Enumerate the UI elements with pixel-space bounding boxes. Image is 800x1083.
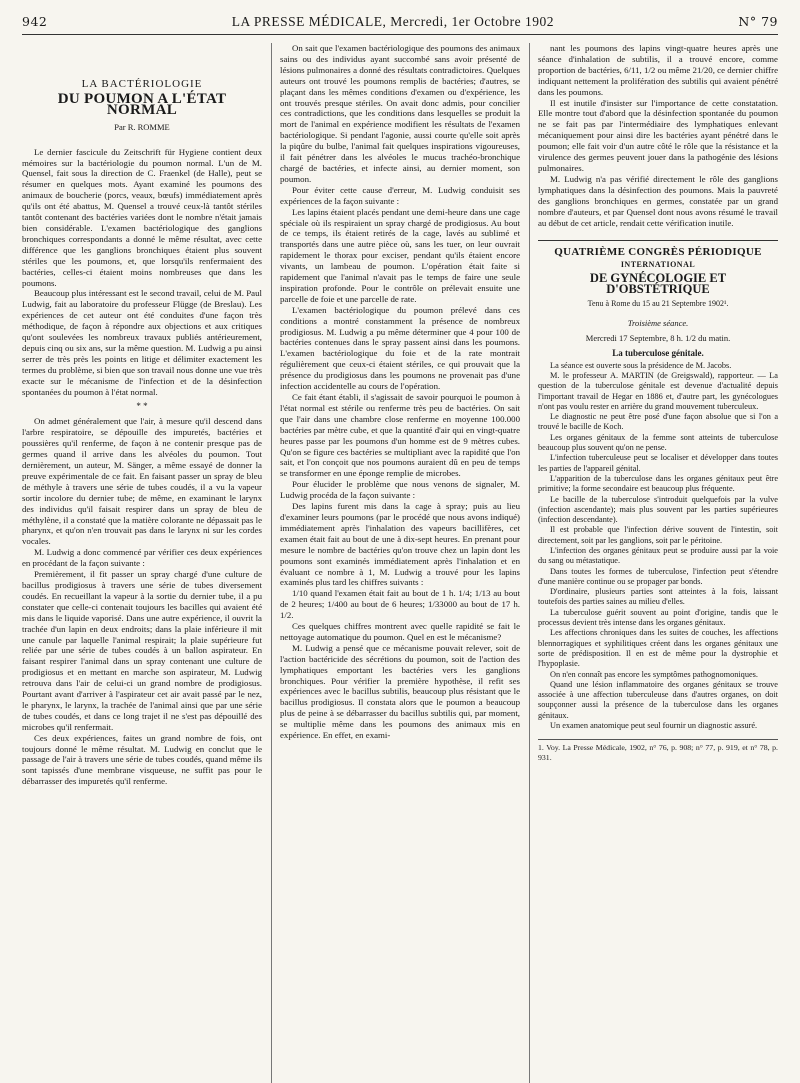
paragraph: On sait que l'examen bactériologique des poumons des animaux sains ou des individus ayant succombé sans avoir présenté de lésions pulmonaires a donné des résultats contradictoires. Quelques auteurs ont trouvé les poumons remplis de bactéries; d'autres, se plaçant dans les mêmes conditions d'examen ou d'expérience, les ont trouvés presque stériles. On avait donc admis, pour concilier ces contradictions, que les conditions dans lesquelles se produit la mort de l'animal en expérience modifient les résultats de l'examen bactériologique. Si pendant l'agonie, aussi courte qu'elle soit après la piqûre du bulbe, l'animal fait quelques inspirations vigoureuses, il fait pénétrer dans les alvéoles le mucus trachéo-bronchique chargé de bactéries, et infecte ainsi, au dernier moment, son poumon. [280, 43, 520, 184]
paragraph: Premièrement, il fit passer un spray chargé d'une culture de bacillus prodigiosus à travers une série de tubes diversement coudés. En recueillant la vapeur à la sortie du dernier tube, il a pu constater que celle-ci contenait toujours les bacilles qui avaient été mis dans le liquide vaporisé. Dans une autre expérience, il ouvrit la trachée d'un lapin en deux endroits; dans la plaie inférieure il mit une canule par laquelle l'animal respirait; la plaie supérieure fut reliée par une série de tubes coudés à un ballon aspirateur. En faisant respirer l'animal dans un spray contenant une culture de prodigiosus et en mettant en marche son aspirateur, M. Ludwig retrouva dans l'air de celui-ci un grand nombre de prodigiosus. Pourtant avant d'arriver à l'aspirateur cet air avait passé par le nez, le pharynx, le larynx, la trachée de l'animal ainsi que par une série de tubes coudés, et dans ce long trajet il ne s'est pas dépouillé des microbes qu'il renfermait. [22, 569, 262, 732]
paragraph: La tuberculose guérit souvent au point d'origine, tandis que le processus devient très intense dans les organes génitaux. [538, 607, 778, 628]
paragraph: On n'en connaît pas encore les symptômes pathognomoniques. [550, 669, 758, 679]
column-1 [22, 43, 262, 1083]
paragraph: Les lapins étaient placés pendant une demi-heure dans une cage spéciale où ils respiraient un spray chargé de prodigiosus. Au bout de ce temps, ils étaient retirés de la cage, lavés au sublimé et transportés dans une autre pièce où, sans les tuer, on leur ouvrait rapidement le thorax pour exciser, pendant qu'ils étaient encore vivants, un lambeau de poumon. L'opération était faite si rapidement que l'animal n'avait pas le temps de faire une seule inspiration profonde. Pour le contrôle on prélevait ensuite une parcelle de foie et une parcelle de rate. [280, 206, 520, 304]
paragraph: M. Ludwig n'a pas vérifié directement le rôle des ganglions lymphatiques dans la désinfection des poumons. Mais la pauvreté des ganglions bronchiques en germes, constatée par un grand nombre d'auteurs, et par Quensel dont nous avons résumé le travail au début de cet article, rendait cette vérification inutile. [538, 173, 778, 228]
session-date: Mercredi 17 Septembre, 8 h. 1/2 du matin. [585, 332, 731, 343]
columns [22, 43, 778, 1083]
footnote [538, 739, 778, 762]
paragraph: M. Ludwig a donc commencé par vérifier ces deux expériences en procédant de la façon suivante : [22, 547, 262, 569]
paragraph: Quand une lésion inflammatoire des organes génitaux se trouve associée à une affection tuberculeuse dans d'autres organes, on doit soupçonner aussi la présence de la tuberculose dans les organes génitaux. [538, 679, 778, 720]
byline: Par R. ROMME [114, 121, 170, 132]
paragraph: Le bacille de la tuberculose s'introduit quelquefois par la vulve (infection ascendante); mais plus souvent par les parties supérieures (infection descendante). [538, 494, 778, 525]
journal-title: LA PRESSE MÉDICALE, Mercredi, 1er Octobre 1902 [231, 14, 554, 29]
paragraph: Il est probable que l'infection dérive souvent de l'intestin, soit directement, soit par les ganglions, soit par le péritoine. [538, 525, 778, 545]
paragraph: L'examen bactériologique du poumon prélevé dans ces conditions a montré constamment la présence de nombreux prodigiosus. M. Ludwig a pu même déterminer que 4 pour 100 de bactéries contenues dans le spray passent ainsi dans les poumons. L'examen bactériologique du foie et de la rate montrait régulièrement que ceux-ci étaient stériles, ce qui prouvait que la présence du prodigiosus dans les poumons ne provenait pas d'une infection accidentelle au cours de l'opération. [280, 304, 520, 392]
paragraph: L'apparition de la tuberculose dans les organes génitaux peut être primitive; la forme secondaire est beaucoup plus fréquente. [538, 473, 778, 494]
paragraph: L'infection des organes génitaux peut se produire aussi par la voie du sang ou métastatique. [538, 546, 778, 566]
paragraph: L'infection tuberculeuse peut se localiser et développer dans toutes les parties de l'appareil génital. [538, 453, 778, 473]
paragraph: D'ordinaire, plusieurs parties sont atteintes à la fois, laissant toutefois des parties saines au milieu d'elles. [538, 587, 778, 607]
paragraph: Il est inutile d'insister sur l'importance de cette constatation. Elle montre tout d'abord que la désinfection spontanée du poumon ne se fait pas par l'intermédiaire des lymphatiques enlevant mécaniquement pour ainsi dire les bactéries ayant pénétré dans le poumon; elle fait voir d'un autre côté le rôle que la résistance et la virulence des germes peuvent jouer dans la pathogénie des lésions pulmonaires. [538, 97, 778, 173]
paragraph: Ces quelques chiffres montrent avec quelle rapidité se fait le nettoyage automatique du poumon. Quel en est le mécanisme? [280, 621, 520, 642]
paragraph: Pour éviter cette cause d'erreur, M. Ludwig conduisit ses expériences de la façon suivante : [280, 184, 520, 206]
section-rule [538, 240, 778, 241]
congress-body [538, 361, 778, 732]
paragraph: M. Ludwig a pensé que ce mécanisme pouvait relever, soit de l'action bactéricide des sécrétions du poumon, soit de l'action des lymphatiques emportant les bactéries vers les ganglions bronchiques. Pour vérifier la première hypothèse, il refit ses expériences avec le bacillus subtilis, beaucoup plus résistant que le bacillus prodigiosus. Il constata alors que le poumon a beaucoup plus de peine à se débarrasser du bacillus subtilis qui, par moment, se multiplie même dans les poumons des animaux mis en expérience. En effet, en exami- [280, 642, 520, 741]
paragraph: Dans toutes les formes de tuberculose, l'infection peut s'étendre d'une manière continue ou se propager par bonds. [538, 566, 778, 586]
session-title: Troisième séance. [627, 317, 689, 328]
column-2 [280, 43, 520, 1083]
paragraph: 1/10 quand l'examen était fait au bout de 1 h. 1/4; 1/13 au bout de 2 heures; 1/400 au bout de 6 heures; 1/33000 au bout de 17 h. 1/2. [280, 588, 520, 621]
paragraph: On admet généralement que l'air, à mesure qu'il descend dans l'arbre respiratoire, se dépouille des impuretés, bactéries et poussières qu'il renferme, de façon à ne contenir presque pas de germes quand il arrive dans les alvéoles du poumon. Tout dernièrement, un auteur, M. Sänger, a même essayé de donner la preuve expérimentale de ce fait. En faisant passer un spray de bleu de méthyle à travers une série de tubes coudés, il a vu la vapeur sortir incolore du dernier tube; de même, en examinant le larynx des individus qu'il faisait respirer dans un spray de bleu de méthylène, il a constaté que la matière colorante ne dépassait pas le pharynx, et qu'on n'en trouvait pas dans le larynx ni sur les cordes vocales. [22, 416, 262, 547]
paragraph: Les affections chroniques dans les suites de couches, les affections blennorragiques et syphilitiques créent dans les organes génitaux une sorte de prédisposition. Il en est de même pour la dystrophie et l'hypoplasie. [538, 628, 778, 669]
column-divider [271, 43, 272, 1083]
section-separator: * * [136, 401, 148, 412]
congress-subtitle: INTERNATIONAL [620, 260, 696, 270]
paragraph: Des lapins furent mis dans la cage à spray; puis au lieu d'examiner leurs poumons (par le procédé que nous avons indiqué) immédiatement après l'inhalation des vapeurs bacillifères, cet examen était fait au bout de une à dix-sept heures. En prenant pour mesure le nombre de bactéries qu'on trouve chez un lapin dont les poumons sont examinés immédiatement après l'inhalation et en évaluant ce nombre à 1, M. Ludwig a trouvé pour les lapins examinés plus tard les chiffres suivants : [280, 501, 520, 588]
section-title: LA BACTÉRIOLOGIE [81, 78, 203, 90]
issue-number: N° 79 [738, 14, 778, 29]
paragraph: Ce fait étant établi, il s'agissait de savoir pourquoi le poumon à l'état normal est stérile ou renferme très peu de bactéries. On sait que l'air dans une chambre close renferme en moyenne 100.000 bactéries par mètre cube, et que la quantité d'air qui en vingt-quatre heures passe par les poumons d'un homme est de 9 mètres cubes. Qu'on se figure ces bactéries se multipliant avec la rapidité que l'on sait, et l'on conçoit que nos poumons auraient dû en peu de temps se transformer en une éponge remplie de microbes. [280, 392, 520, 479]
paragraph: Les organes génitaux de la femme sont atteints de tuberculose beaucoup plus souvent qu'on ne pense. [538, 432, 778, 453]
paragraph: La séance est ouverte sous la présidence de M. Jacobs. [550, 360, 732, 370]
congress-heading: DE GYNÉCOLOGIE ET D'OBSTÉTRIQUE [589, 271, 727, 297]
paragraph: Beaucoup plus intéressant est le second travail, celui de M. Paul Ludwig, fait au laboratoire du professeur Flügge (de Breslau). Les expériences de cet auteur ont été conduites d'une façon très méthodique, de façon à répondre aux objections et aux critiques qu'ont soulevées les nombreux travaux publiés antérieurement, depuis cinq ou six ans, sur la même question. M. Ludwig a pu ainsi serrer de très près les points en litige et délimiter exactement les termes du problème, si bien que son travail nous donne une vue très exacte sur le mécanisme de l'infection et de la désinfection spontanées du poumon à l'état normal. [22, 288, 262, 397]
congress-dates: Tenu à Rome du 15 au 21 Septembre 1902¹. [587, 299, 729, 309]
paragraph: Le diagnostic ne peut être posé d'une façon absolue que si l'on a trouvé le bacille de Koch. [538, 412, 778, 432]
paragraph: Le dernier fascicule du Zeitschrift für Hygiene contient deux mémoires sur la bactériologie du poumon normal. L'un de M. Quensel, fait sous la direction de C. Fraenkel (de Halle), peut se résumer en quelques mots. Ayant examiné les poumons des animaux de boucherie (porcs, veaux, bœufs) immédiatement après qu'ils ont été abattus, M. Quensel a trouvé ceux-là tantôt stériles tantôt contenant des bactéries variées dont le nombre n'était jamais bien considérable. L'examen bactériologique des ganglions bronchiques correspondants a donné le même résultat, avec cette différence que les ganglions bronchiques étaient plus souvent stériles que les poumons, et, que lorsqu'ils renfermaient des bactéries, celles-ci étaient moins nombreuses que dans les poumons. [22, 146, 262, 288]
column-divider [529, 43, 530, 1083]
paragraph: Ces deux expériences, faites un grand nombre de fois, ont toujours donné le même résultat. M. Ludwig en conclut que le passage de l'air à travers une série de tubes coudés, quand même ils sont tapissés d'une membrane visqueuse, ne suffit pas pour le débarrasser des impuretés qu'il renferme. [22, 732, 262, 787]
footnote-text: 1. Voy. La Presse Médicale, 1902, n° 76, p. 908; n° 77, p. 919, et n° 78, p. 931. [538, 743, 778, 762]
paragraph: Un examen anatomique peut seul fournir un diagnostic assuré. [550, 721, 758, 731]
page-number: 942 [22, 14, 48, 29]
paragraph: nant les poumons des lapins vingt-quatre heures après une séance d'inhalation de subtilis, il a trouvé encore, comme proportion de bactéries, 6/11, 1/2 ou même 21/20, ce dernier chiffre indiquant nettement la prolifération des subtilis qui avaient pénétré dans les poumons. [538, 43, 778, 97]
column-3 [538, 43, 778, 1083]
topic-heading: La tuberculose génitale. [612, 347, 704, 358]
paragraph: Pour élucider le problème que nous venons de signaler, M. Ludwig procéda de la façon suivante : [280, 479, 520, 501]
congress-title: QUATRIÈME CONGRÈS PÉRIODIQUE [554, 246, 762, 259]
running-header [22, 14, 778, 35]
paragraph: M. le professeur A. MARTIN (de Greigswald), rapporteur. — La question de la tuberculose génitale est devenue d'actualité depuis l'important travail de Hegar en 1886 et, d'autre part, les gynécologues n'ont pas voulu rester en arrière du grand mouvement tuberculeux. [538, 370, 778, 411]
article-title: DU POUMON A L'ÉTAT NORMAL [57, 90, 227, 118]
